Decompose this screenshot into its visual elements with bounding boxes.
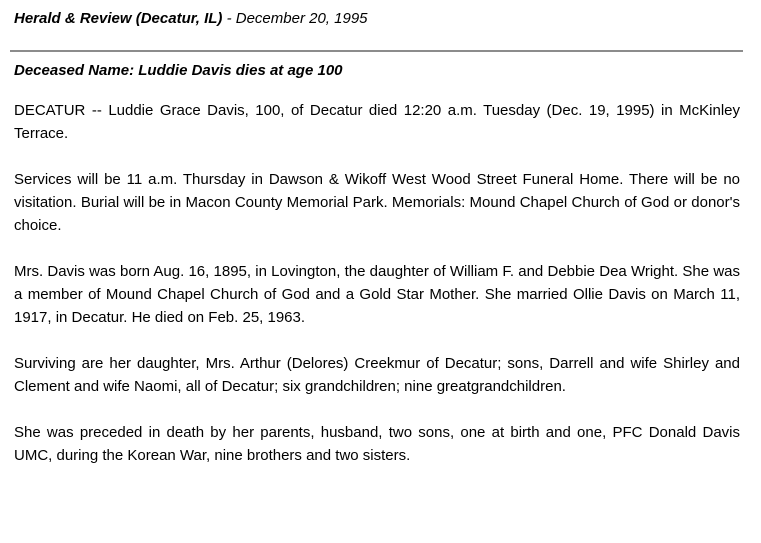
publication-date: December 20, 1995 [235, 10, 368, 27]
paragraph-services: Services will be 11 a.m. Thursday in Dawson & Wikoff West Wood Street Funeral Home. There will be no visitation. Burial will be in Macon County Memorial Park. Memorials: Mound Chapel Church of God or donor's choice. [14, 171, 740, 234]
deceased-headline: Luddie Davis dies at age 100 [138, 62, 343, 79]
deceased-name-heading [14, 62, 343, 79]
source-header [14, 10, 368, 27]
paragraph-preceded: She was preceded in death by her parents, husband, two sons, one at birth and one, PFC Donald Davis UMC, during the Korean War, nine brothers and two sisters. [14, 424, 740, 464]
header-separator: - [222, 10, 236, 27]
header-divider [10, 50, 743, 52]
paragraph-death-notice: DECATUR -- Luddie Grace Davis, 100, of Decatur died 12:20 a.m. Tuesday (Dec. 19, 1995) in McKinley Terrace. [14, 102, 740, 142]
newspaper-name: Herald & Review (Decatur, IL) [14, 10, 223, 27]
paragraph-survivors: Surviving are her daughter, Mrs. Arthur (Delores) Creekmur of Decatur; sons, Darrell and wife Shirley and Clement and wife Naomi, all of Decatur; six grandchildren; nine greatgrandchildren. [14, 355, 740, 395]
obituary-body [14, 99, 740, 490]
paragraph-biography: Mrs. Davis was born Aug. 16, 1895, in Lovington, the daughter of William F. and Debbie Dea Wright. She was a member of Mound Chapel Church of God and a Gold Star Mother. She married Ollie Davis on March 11, 1917, in Decatur. He died on Feb. 25, 1963. [14, 263, 740, 326]
deceased-label: Deceased Name: [14, 62, 135, 79]
